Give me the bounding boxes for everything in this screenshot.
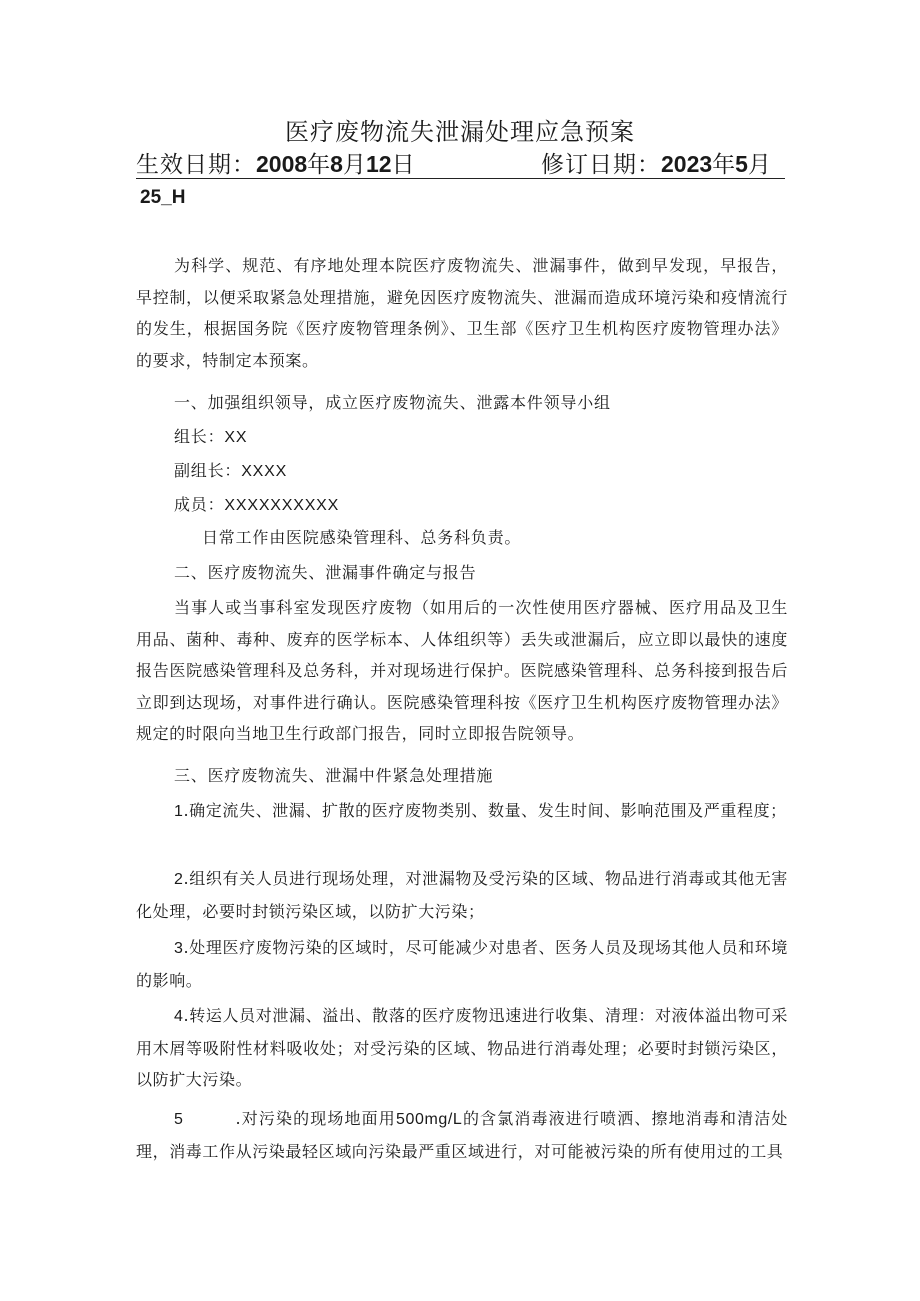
section3-heading: 三、医疗废物流失、泄漏中件紧急处理措施 <box>174 766 494 785</box>
effective-date-label: 生效日期： <box>136 152 256 178</box>
year-unit: 年 <box>307 152 331 178</box>
item-number: 5 <box>174 1111 184 1128</box>
document-title: 医疗废物流失泄漏处理应急预案 <box>285 118 635 146</box>
deputy-row <box>174 458 287 481</box>
daily-work-line: 日常工作由医院感染管理科、总务科负责。 <box>202 528 522 547</box>
members-value: XXXXXXXXXX <box>224 497 340 514</box>
section2-heading: 二、医疗废物流失、泄漏事件确定与报告 <box>174 563 477 582</box>
members-row <box>174 492 339 515</box>
month-unit: 月 <box>342 152 366 178</box>
revised-date-continuation: 25_H <box>140 187 186 208</box>
item-text: .组织有关人员进行现场处理，对泄漏物及受污染的区域、物品进行消毒或其他无害化处理，必要时封锁污染区域，以防扩大污染； <box>136 869 788 921</box>
effective-month: 8 <box>330 151 343 177</box>
revised-month: 5 <box>735 151 748 177</box>
month-unit: 月 <box>747 152 771 178</box>
item-number: 1 <box>174 803 184 820</box>
item-text: .确定流失、泄漏、扩散的医疗废物类别、数量、发生时间、影响范围及严重程度； <box>183 801 787 820</box>
section1-heading: 一、加强组织领导，成立医疗废物流失、泄露本件领导小组 <box>174 393 611 412</box>
item-text: .处理医疗废物污染的区域时，尽可能减少对患者、医务人员及现场其他人员和环境的影响。 <box>136 938 788 990</box>
measure-item-2 <box>136 863 788 927</box>
year-unit: 年 <box>712 152 736 178</box>
section2-paragraph: 当事人或当事科室发现医疗废物（如用后的一次性使用医疗器械、医疗用品及卫生用品、菌种、毒种、废弃的医学标本、人体组织等）丢失或泄漏后，应立即以最快的速度报告医院感染管理科及总务科，并对现场进行保护。医院感染管理科、总务科接到报告后立即到达现场，对事件进行确认。医院感染管理科按《医疗卫生机构医疗废物管理办法》规定的时限向当地卫生行政部门报告，同时立即报告院领导。 <box>136 598 788 743</box>
intro-paragraph: 为科学、规范、有序地处理本院医疗废物流失、泄漏事件，做到早发现，早报告，早控制，以便采取紧急处理措施，避免因医疗废物流失、泄漏而造成环境污染和疫情流行的发生，根据国务院《医疗废物管理条例》、卫生部《医疗卫生机构医疗废物管理办法》的要求，特制定本预案。 <box>136 256 788 370</box>
day-unit: 日 <box>391 152 415 178</box>
effective-day: 12 <box>365 151 392 177</box>
revised-date <box>541 146 771 179</box>
concentration-value: 500mg/L <box>395 1111 463 1128</box>
effective-year: 2008 <box>256 151 308 177</box>
leader-value: XX <box>224 429 248 446</box>
members-label: 成员： <box>174 495 225 514</box>
item-text: .对污染的现场地面用 <box>235 1109 396 1128</box>
leader-label: 组长： <box>174 427 225 446</box>
date-line <box>136 144 785 179</box>
leader-row <box>174 424 247 447</box>
measure-item-3 <box>136 932 788 996</box>
item-number: 3 <box>174 940 184 957</box>
revised-year: 2023 <box>661 151 713 177</box>
measure-item-5 <box>136 1103 788 1167</box>
deputy-value: XXXX <box>241 463 288 480</box>
deputy-label: 副组长： <box>174 461 242 480</box>
measure-item-1 <box>136 795 788 828</box>
item-number: 4 <box>174 1008 184 1025</box>
item-text: .转运人员对泄漏、溢出、散落的医疗废物迅速进行收集、清理：对液体溢出物可采用木屑等吸附性材料吸收处；对受污染的区域、物品进行消毒处理；必要时封锁污染区，以防扩大污染。 <box>136 1006 788 1089</box>
effective-date <box>136 146 415 179</box>
item-text-cont: 的含氯消毒液进行喷洒、擦地消毒和清洁处理，消毒工作从污染最轻区域向污染最严重区域进行，对可能被污染的所有使用过的工具 <box>136 1109 788 1161</box>
revised-date-label: 修订日期： <box>541 152 661 178</box>
item-number: 2 <box>174 871 184 888</box>
measure-item-4 <box>136 1000 788 1096</box>
